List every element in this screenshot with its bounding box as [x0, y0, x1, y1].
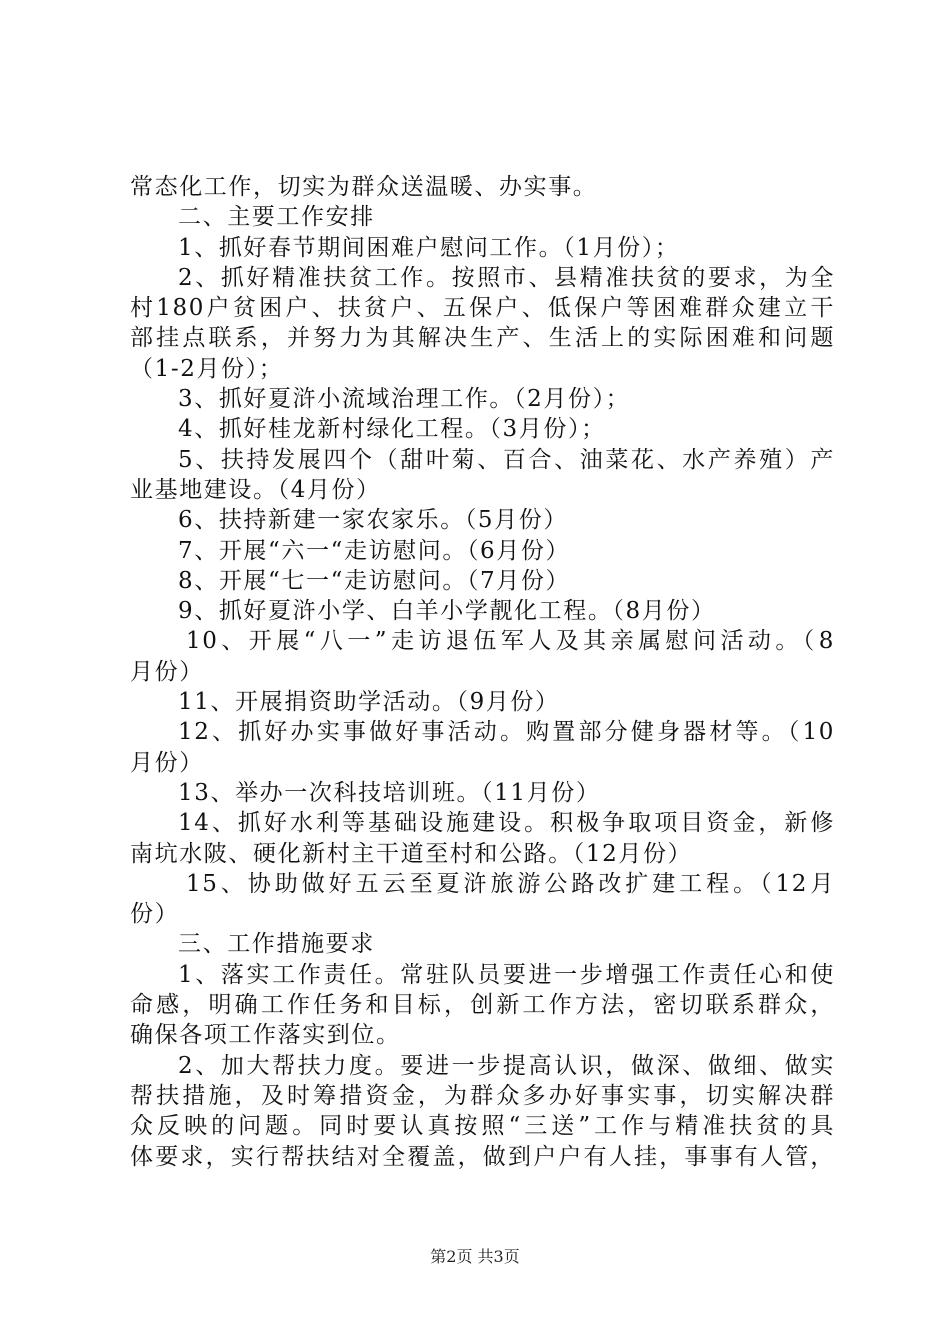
text-line: 1、抓好春节期间困难户慰问工作。（1月份）； [178, 234, 680, 261]
text-line: 业基地建设。（4月份） [130, 476, 381, 503]
text-line: 村180户贫困户、扶贫户、五保户、低保户等困难群众建立干 [130, 295, 835, 322]
text-line: 部挂点联系，并努力为其解决生产、生活上的实际困难和问题 [130, 325, 835, 352]
document-body [130, 172, 835, 1172]
page-footer: 第2页 共3页 [430, 1247, 520, 1266]
text-line: 月份） [130, 658, 204, 685]
text-line: 6、扶持新建一家农家乐。（5月份） [178, 507, 568, 534]
text-line: 13、举办一次科技培训班。（11月份） [178, 779, 601, 806]
text-line: 2、抓好精准扶贫工作。按照市、县精准扶贫的要求，为全 [178, 264, 835, 291]
text-line: 体要求，实行帮扶结对全覆盖，做到户户有人挂，事事有人管， [130, 1143, 835, 1170]
text-line: 确保各项工作落实到位。 [130, 1022, 401, 1049]
text-line: （1-2月份）； [130, 355, 284, 382]
text-line: 三、工作措施要求 [178, 931, 375, 958]
text-line: 月份） [130, 749, 204, 776]
text-line: 帮扶措施，及时筹措资金，为群众多办好事实事，切实解决群 [130, 1082, 835, 1109]
text-line: 12、抓好办实事做好事活动。购置部分健身器材等。（10 [178, 719, 835, 746]
text-line: 众反映的问题。同时要认真按照“三送”工作与精准扶贫的具 [130, 1113, 835, 1140]
text-line: 命感，明确工作任务和目标，创新工作方法，密切联系群众， [130, 992, 835, 1019]
text-line: 15、协助做好五云至夏浒旅游公路改扩建工程。（12月 [186, 870, 835, 897]
text-line: 7、开展“六一“走访慰问。（6月份） [178, 537, 571, 564]
text-line: 14、抓好水利等基础设施建设。积极争取项目资金，新修 [178, 810, 835, 837]
text-line: 5、扶持发展四个（甜叶菊、百合、油菜花、水产养殖）产 [178, 446, 835, 473]
text-line: 南坑水陂、硬化新村主干道至村和公路。（12月份） [130, 840, 693, 867]
text-line: 10、开展“八一”走访退伍军人及其亲属慰问活动。（8 [186, 628, 835, 655]
text-line: 常态化工作，切实为群众送温暖、办实事。 [130, 174, 598, 200]
text-line: 8、开展“七一“走访慰问。（7月份） [178, 567, 571, 594]
text-line: 11、开展捐资助学活动。（9月份） [178, 689, 560, 716]
text-line: 2、加大帮扶力度。要进一步提高认识，做深、做细、做实 [178, 1052, 835, 1079]
text-line: 9、抓好夏浒小学、白羊小学靓化工程。（8月份） [178, 598, 716, 625]
text-line: 1、落实工作责任。常驻队员要进一步增强工作责任心和使 [178, 961, 835, 988]
text-line: 二、主要工作安排 [178, 204, 375, 231]
text-line: 3、抓好夏浒小流域治理工作。（2月份）； [178, 386, 631, 413]
text-line: 份） [130, 901, 180, 928]
text-line: 4、抓好桂龙新村绿化工程。（3月份）； [178, 416, 606, 443]
